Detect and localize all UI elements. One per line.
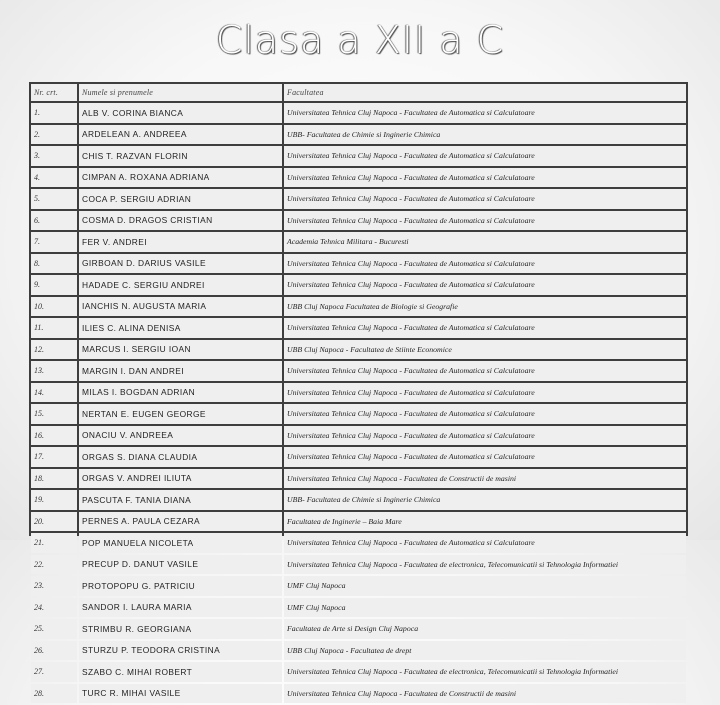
student-name: ILIES C. ALINA DENISA [79, 318, 282, 338]
table-row [31, 168, 686, 188]
student-faculty: Universitatea Tehnica Cluj Napoca - Facultatea de Automatica si Calculatoare [284, 426, 686, 446]
row-number: 22. [31, 555, 77, 575]
row-number: 20. [31, 512, 77, 532]
student-faculty: Universitatea Tehnica Cluj Napoca - Facultatea de Automatica si Calculatoare [284, 383, 686, 403]
student-name: POP MANUELA NICOLETA [79, 533, 282, 553]
student-faculty: UBB Cluj Napoca Facultatea de Biologie si Geografie [284, 297, 686, 317]
row-number: 14. [31, 383, 77, 403]
row-number: 19. [31, 490, 77, 510]
row-number: 10. [31, 297, 77, 317]
table-row [31, 404, 686, 424]
table-row [31, 297, 686, 317]
student-name: ORGAS V. ANDREI ILIUTA [79, 469, 282, 489]
student-faculty: UBB Cluj Napoca - Facultatea de drept [284, 641, 686, 661]
student-faculty: Universitatea Tehnica Cluj Napoca - Facultatea de Automatica si Calculatoare [284, 146, 686, 166]
table-row [31, 254, 686, 274]
row-number: 3. [31, 146, 77, 166]
student-name: SZABO C. MIHAI ROBERT [79, 662, 282, 682]
table-row [31, 469, 686, 489]
table-row [31, 533, 686, 553]
table-row [31, 576, 686, 596]
table-header-row [31, 84, 686, 101]
row-number: 25. [31, 619, 77, 639]
student-faculty: Universitatea Tehnica Cluj Napoca - Facultatea de Automatica si Calculatoare [284, 404, 686, 424]
row-number: 28. [31, 684, 77, 704]
row-number: 1. [31, 103, 77, 123]
row-number: 18. [31, 469, 77, 489]
student-faculty: Universitatea Tehnica Cluj Napoca - Facultatea de Automatica si Calculatoare [284, 533, 686, 553]
student-name: COCA P. SERGIU ADRIAN [79, 189, 282, 209]
student-name: PRECUP D. DANUT VASILE [79, 555, 282, 575]
student-faculty: Universitatea Tehnica Cluj Napoca - Facultatea de Automatica si Calculatoare [284, 211, 686, 231]
student-name: ARDELEAN A. ANDREEA [79, 125, 282, 145]
table-row [31, 211, 686, 231]
table-row [31, 684, 686, 704]
row-number: 9. [31, 275, 77, 295]
student-name: CHIS T. RAZVAN FLORIN [79, 146, 282, 166]
slide-title: Clasa a XII a C [215, 18, 505, 62]
table-row [31, 598, 686, 618]
student-faculty: Universitatea Tehnica Cluj Napoca - Facultatea de Constructii de masini [284, 684, 686, 704]
row-number: 5. [31, 189, 77, 209]
student-name: CIMPAN A. ROXANA ADRIANA [79, 168, 282, 188]
student-name: STRIMBU R. GEORGIANA [79, 619, 282, 639]
student-name: IANCHIS N. AUGUSTA MARIA [79, 297, 282, 317]
row-number: 21. [31, 533, 77, 553]
student-faculty: Universitatea Tehnica Cluj Napoca - Facultatea de Constructii de masini [284, 469, 686, 489]
student-name: ALB V. CORINA BIANCA [79, 103, 282, 123]
row-number: 2. [31, 125, 77, 145]
student-name: ONACIU V. ANDREEA [79, 426, 282, 446]
student-faculty: Facultatea de Arte si Design Cluj Napoca [284, 619, 686, 639]
table-row [31, 361, 686, 381]
student-name: PASCUTA F. TANIA DIANA [79, 490, 282, 510]
student-faculty: UMF Cluj Napoca [284, 598, 686, 618]
student-faculty: Academia Tehnica Militara - Bucuresti [284, 232, 686, 252]
student-name: GIRBOAN D. DARIUS VASILE [79, 254, 282, 274]
student-name: MARCUS I. SERGIU IOAN [79, 340, 282, 360]
table-row [31, 146, 686, 166]
student-faculty: Universitatea Tehnica Cluj Napoca - Facultatea de Automatica si Calculatoare [284, 361, 686, 381]
student-name: HADADE C. SERGIU ANDREI [79, 275, 282, 295]
row-number: 11. [31, 318, 77, 338]
student-faculty: Universitatea Tehnica Cluj Napoca - Facultatea de electronica, Telecomunicatii si Tehnologia Informatiei [284, 555, 686, 575]
student-name: STURZU P. TEODORA CRISTINA [79, 641, 282, 661]
table-row [31, 426, 686, 446]
student-name: SANDOR I. LAURA MARIA [79, 598, 282, 618]
header-name: Numele si prenumele [79, 84, 282, 101]
table-row [31, 340, 686, 360]
row-number: 6. [31, 211, 77, 231]
student-name: MARGIN I. DAN ANDREI [79, 361, 282, 381]
row-number: 26. [31, 641, 77, 661]
student-name: PROTOPOPU G. PATRICIU [79, 576, 282, 596]
table-row [31, 662, 686, 682]
student-faculty: UBB Cluj Napoca - Facultatea de Stiinte Economice [284, 340, 686, 360]
table-row [31, 641, 686, 661]
row-number: 15. [31, 404, 77, 424]
students-table-frame [29, 82, 688, 699]
row-number: 17. [31, 447, 77, 467]
student-faculty: Universitatea Tehnica Cluj Napoca - Facultatea de Automatica si Calculatoare [284, 189, 686, 209]
table-row [31, 318, 686, 338]
student-faculty: Universitatea Tehnica Cluj Napoca - Facultatea de Automatica si Calculatoare [284, 275, 686, 295]
student-name: PERNES A. PAULA CEZARA [79, 512, 282, 532]
row-number: 8. [31, 254, 77, 274]
student-faculty: UBB- Facultatea de Chimie si Inginerie Chimica [284, 490, 686, 510]
student-faculty: UMF Cluj Napoca [284, 576, 686, 596]
row-number: 12. [31, 340, 77, 360]
student-faculty: Universitatea Tehnica Cluj Napoca - Facultatea de Automatica si Calculatoare [284, 254, 686, 274]
row-number: 24. [31, 598, 77, 618]
students-table [29, 82, 688, 705]
table-row [31, 189, 686, 209]
student-name: MILAS I. BOGDAN ADRIAN [79, 383, 282, 403]
row-number: 16. [31, 426, 77, 446]
table-row [31, 447, 686, 467]
student-faculty: Universitatea Tehnica Cluj Napoca - Facultatea de electronica, Telecomunicatii si Tehnologia Informatiei [284, 662, 686, 682]
table-row [31, 232, 686, 252]
row-number: 4. [31, 168, 77, 188]
table-row [31, 275, 686, 295]
student-name: NERTAN E. EUGEN GEORGE [79, 404, 282, 424]
header-nr: Nr. crt. [31, 84, 77, 101]
student-faculty: UBB- Facultatea de Chimie si Inginerie Chimica [284, 125, 686, 145]
student-name: TURC R. MIHAI VASILE [79, 684, 282, 704]
table-row [31, 512, 686, 532]
table-row [31, 490, 686, 510]
row-number: 23. [31, 576, 77, 596]
table-row [31, 555, 686, 575]
header-faculty: Facultatea [284, 84, 686, 101]
student-faculty: Universitatea Tehnica Cluj Napoca - Facultatea de Automatica si Calculatoare [284, 168, 686, 188]
student-faculty: Universitatea Tehnica Cluj Napoca - Facultatea de Automatica si Calculatoare [284, 447, 686, 467]
student-faculty: Universitatea Tehnica Cluj Napoca - Facultatea de Automatica si Calculatoare [284, 103, 686, 123]
student-name: FER V. ANDREI [79, 232, 282, 252]
table-row [31, 383, 686, 403]
row-number: 13. [31, 361, 77, 381]
table-row [31, 619, 686, 639]
student-name: COSMA D. DRAGOS CRISTIAN [79, 211, 282, 231]
row-number: 27. [31, 662, 77, 682]
student-name: ORGAS S. DIANA CLAUDIA [79, 447, 282, 467]
row-number: 7. [31, 232, 77, 252]
student-faculty: Universitatea Tehnica Cluj Napoca - Facultatea de Automatica si Calculatoare [284, 318, 686, 338]
student-faculty: Facultatea de Inginerie – Baia Mare [284, 512, 686, 532]
table-row [31, 103, 686, 123]
table-row [31, 125, 686, 145]
